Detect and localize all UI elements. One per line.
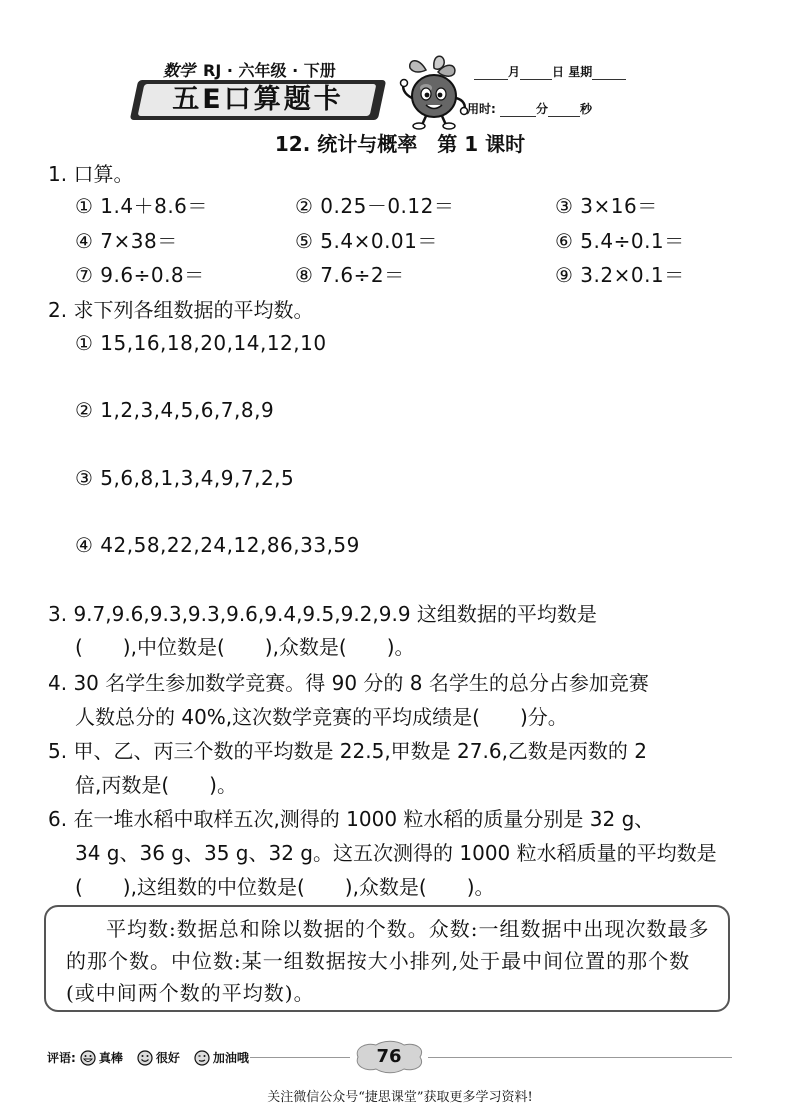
q4-line-1: 4. 30 名学生参加数学竞赛。得 90 分的 8 名学生的总分占参加竞赛: [48, 671, 649, 695]
time-fields: [467, 100, 592, 117]
grin-face-icon: [80, 1050, 96, 1066]
day-blank[interactable]: [520, 67, 552, 80]
page-number: 76: [376, 1046, 402, 1067]
q1-item-1: ① 1.4＋8.6＝: [75, 194, 208, 218]
q6-line-1: 6. 在一堆水稻中取样五次,测得的 1000 粒水稻的质量分别是 32 g、: [48, 807, 655, 831]
mascot-icon: [396, 52, 472, 130]
q1-heading: 1. 口算。: [48, 162, 134, 186]
q1-item-4: ④ 7×38＝: [75, 229, 178, 253]
card-banner: [134, 80, 382, 120]
minute-label: 分: [536, 102, 549, 116]
eval-option-good-label: 很好: [155, 1051, 180, 1065]
footer-rule-right: [428, 1057, 732, 1058]
weekday-blank[interactable]: [592, 67, 626, 80]
banner-title: 五E口算题卡: [172, 84, 344, 115]
eval-label: 评语:: [47, 1051, 76, 1065]
q6-line-2: 34 g、36 g、35 g、32 g。这五次测得的 1000 粒水稻质量的平均数是: [75, 841, 717, 865]
q5-line-2: 倍,丙数是( )。: [75, 773, 237, 797]
q2-item-2: ② 1,2,3,4,5,6,7,8,9: [75, 398, 275, 422]
q1-item-3: ③ 3×16＝: [555, 194, 658, 218]
q3-line-2: ( ),中位数是( ),众数是( )。: [75, 635, 415, 659]
subject-label: 数学: [163, 61, 196, 80]
q1-item-9: ⑨ 3.2×0.1＝: [555, 263, 685, 287]
wink-face-icon: [194, 1050, 210, 1066]
q1-item-2: ② 0.25－0.12＝: [295, 194, 455, 218]
q2-item-4: ④ 42,58,22,24,12,86,33,59: [75, 533, 360, 557]
day-label: 日: [552, 65, 565, 79]
q2-item-1: ① 15,16,18,20,14,12,10: [75, 331, 327, 355]
q6-line-3: ( ),这组数的中位数是( ),众数是( )。: [75, 875, 495, 899]
q4-line-2: 人数总分的 40%,这次数学竞赛的平均成绩是( )分。: [75, 705, 568, 729]
q1-item-6: ⑥ 5.4÷0.1＝: [555, 229, 685, 253]
smile-face-icon: [137, 1050, 153, 1066]
eval-option-great[interactable]: [80, 1049, 123, 1066]
time-label: 用时:: [467, 102, 496, 116]
evaluation-row: [47, 1049, 259, 1066]
q2-item-3: ③ 5,6,8,1,3,4,9,7,2,5: [75, 466, 295, 490]
eval-option-keep-going[interactable]: [194, 1049, 249, 1066]
footer-rule-left: [250, 1057, 350, 1058]
second-label: 秒: [580, 102, 593, 116]
month-blank[interactable]: [474, 67, 508, 80]
eval-option-keep-going-label: 加油哦: [212, 1051, 249, 1065]
weekday-label: 星期: [568, 65, 593, 79]
edition-label: RJ · 六年级 · 下册: [203, 61, 336, 80]
header-subject: [163, 58, 336, 81]
minute-blank[interactable]: [500, 104, 536, 117]
q2-heading: 2. 求下列各组数据的平均数。: [48, 298, 314, 322]
definition-note-text: 平均数:数据总和除以数据的个数。众数:一组数据中出现次数最多的那个数。中位数:某一组数据按大小排列,处于最中间位置的那个数(或中间两个数的平均数)。: [66, 917, 710, 1005]
lesson-title: 12. 统计与概率 第 1 课时: [274, 132, 526, 156]
eval-option-great-label: 真棒: [98, 1051, 123, 1065]
month-label: 月: [508, 65, 521, 79]
definition-note-box: [44, 905, 730, 1012]
q5-line-1: 5. 甲、乙、丙三个数的平均数是 22.5,甲数是 27.6,乙数是丙数的 2: [48, 739, 648, 763]
eval-option-good[interactable]: [137, 1049, 180, 1066]
date-fields: [474, 63, 626, 80]
q3-line-1: 3. 9.7,9.6,9.3,9.3,9.6,9.4,9.5,9.2,9.9 这组数据的平均数是: [48, 602, 597, 626]
q1-item-7: ⑦ 9.6÷0.8＝: [75, 263, 205, 287]
second-blank[interactable]: [548, 104, 580, 117]
q1-item-8: ⑧ 7.6÷2＝: [295, 263, 405, 287]
footer-promo: 关注微信公众号“捷思课堂”获取更多学习资料!: [267, 1090, 533, 1105]
q1-item-5: ⑤ 5.4×0.01＝: [295, 229, 438, 253]
